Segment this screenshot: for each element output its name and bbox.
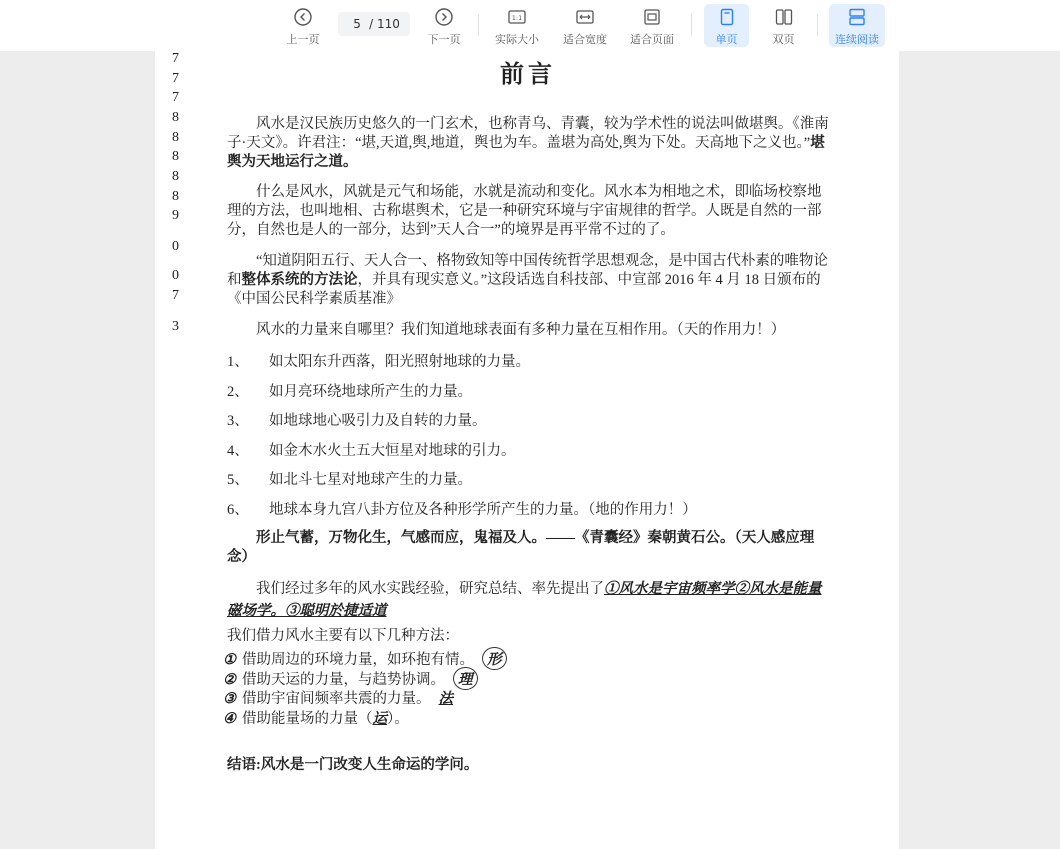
handwritten-note: 运	[372, 710, 387, 727]
chevron-right-circle-icon	[434, 7, 454, 27]
margin-number: 8	[172, 149, 179, 164]
continuous-reading-icon	[847, 7, 867, 27]
paragraph-bold-text: 形止气蓄，万物化生，气感而应，鬼福及人。——《青囊经》秦朝黄石公。（天人感应理念）	[227, 530, 815, 565]
prev-page-button[interactable]	[282, 4, 324, 47]
method-item: ③ 借助宇宙间频率共震的力量。 法	[223, 690, 453, 707]
fit-page-button[interactable]	[626, 4, 678, 47]
paragraph-methods-intro	[227, 627, 835, 646]
handwritten-annotation: ①风水是宇宙频率学②风水是能量磁场学。③聪明於捷适道	[227, 580, 822, 619]
margin-number: 8	[172, 189, 179, 204]
next-page-button[interactable]	[423, 4, 465, 47]
paragraph-text: 我们经过多年的风水实践经验，研究总结、率先提出了	[256, 581, 604, 597]
reader-toolbar	[0, 0, 1060, 51]
list-item: 6、 地球本身九宫八卦方位及各种形学所产生的力量。（地的作用力！）	[227, 502, 697, 518]
paragraph-text: 风水是汉民族历史悠久的一门玄术，也称青乌、青囊，较为学术性的说法叫做堪舆。《淮南子·天文》。许君注：“堪,天道,舆,地道，舆也为车。盖堪为高处,舆为下处。天高地下之义也。”	[227, 116, 829, 151]
total-pages: / 110	[369, 17, 400, 31]
fit-width-button[interactable]	[559, 4, 611, 47]
paragraph-philosophy	[227, 252, 835, 309]
single-page-icon	[717, 7, 737, 27]
paragraph-bold-text: 堪舆为天地运行之道。	[227, 135, 825, 170]
list-item: 4、 如金木水火土五大恒星对地球的引力。	[227, 443, 516, 459]
margin-number: 9	[172, 208, 179, 223]
margin-number: 8	[172, 169, 179, 184]
page-title: 前言	[500, 59, 556, 88]
margin-number: 0	[172, 268, 179, 283]
page-number-box	[338, 12, 410, 36]
margin-number: 3	[172, 319, 179, 334]
handwritten-note: 理	[453, 667, 478, 690]
margin-number: 7	[172, 90, 179, 105]
fit-width-label: 适合宽度	[563, 33, 607, 46]
actual-size-label: 实际大小	[495, 33, 539, 46]
continuous-reading-label: 连续阅读	[835, 33, 879, 46]
method-item: ① 借助周边的环境力量，如环抱有情。 形	[223, 647, 507, 670]
chevron-left-circle-icon	[293, 7, 313, 27]
svg-text:1:1: 1:1	[511, 14, 523, 22]
actual-size-icon	[507, 7, 527, 27]
fit-page-icon	[642, 7, 662, 27]
double-page-icon	[774, 7, 794, 27]
margin-number: 7	[172, 51, 179, 66]
paragraph-bold-text: 结语:风水是一门改变人生命运的学问。	[227, 757, 479, 773]
toolbar-divider	[478, 14, 479, 36]
paragraph-summary	[227, 578, 835, 622]
paragraph-text: 什么是风水，风就是元气和场能，水就是流动和变化。风水本为相地之术，即临场校察地理的方法，也叫地相、古称堪舆术，它是一种研究环境与宇宙规律的哲学。人既是自然的一部分，自然也是人的一部分，达到”天人合一”的境界是再平常不过的了。	[227, 184, 822, 238]
margin-number: 8	[172, 130, 179, 145]
paragraph-text: 风水的力量来自哪里？我们知道地球表面有多种力量在互相作用。（天的作用力！）	[256, 322, 786, 338]
continuous-reading-button[interactable]	[829, 4, 885, 47]
toolbar-divider	[691, 14, 692, 36]
single-page-button[interactable]	[704, 4, 749, 47]
paragraph-text: “知道阴阳五行、天人合一、格物致知等中国传统哲学思想观念，是中国古代朴素的唯物论和	[227, 253, 828, 288]
margin-number: 8	[172, 110, 179, 125]
fit-width-icon	[575, 7, 595, 27]
next-page-label: 下一页	[427, 33, 461, 46]
paragraph-bold-text: 整体系统的方法论	[241, 272, 358, 288]
prev-page-label: 上一页	[286, 33, 320, 46]
margin-number: 0	[172, 239, 179, 254]
margin-number: 7	[172, 288, 179, 303]
method-item: ④ 借助能量场的力量（运）。	[223, 710, 409, 727]
toolbar-divider	[817, 14, 818, 36]
margin-number: 7	[172, 71, 179, 86]
page-number-input[interactable]	[348, 17, 366, 31]
paragraph-quote	[227, 529, 835, 567]
fit-page-label: 适合页面	[630, 33, 674, 46]
single-page-label: 单页	[715, 33, 738, 46]
paragraph-force-source	[227, 321, 835, 340]
paragraph-what-is-fengshui	[227, 183, 835, 240]
list-item: 3、 如地球地心吸引力及自转的力量。	[227, 413, 487, 429]
paragraph-text: ，并具有现实意义。”这段话选自科技部、中宣部 2016 年 4 月 18 日颁布的《中国公民科学素质基准》	[227, 272, 821, 307]
list-item: 1、 如太阳东升西落，阳光照射地球的力量。	[227, 354, 530, 370]
paragraph-text: 我们借力风水主要有以下几种方法：	[227, 628, 459, 644]
handwritten-note: 形	[482, 647, 507, 670]
double-page-label: 双页	[772, 33, 795, 46]
handwritten-note: 法	[438, 690, 453, 707]
list-item: 2、 如月亮环绕地球所产生的力量。	[227, 384, 472, 400]
paragraph-intro	[227, 115, 835, 172]
double-page-button[interactable]	[761, 4, 806, 47]
conclusion	[227, 756, 835, 775]
actual-size-button[interactable]	[491, 4, 543, 47]
list-item: 5、 如北斗七星对地球产生的力量。	[227, 472, 472, 488]
method-item: ② 借助天运的力量，与趋势协调。 理	[223, 667, 478, 690]
